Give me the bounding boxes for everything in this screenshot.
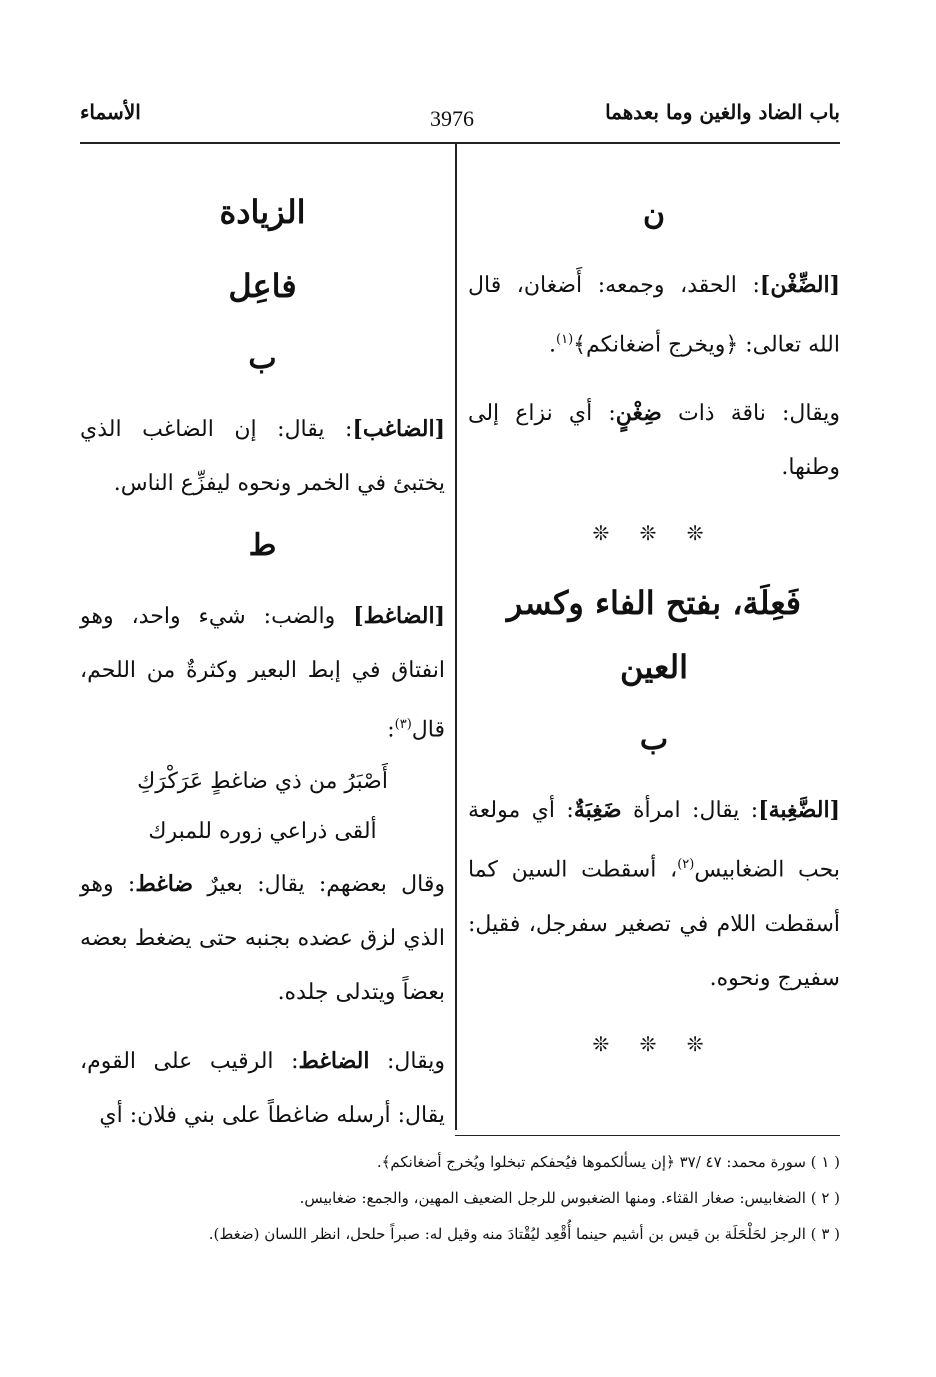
- entry-word: ضاغط: [135, 871, 194, 898]
- entry-head: [الضاغب]: [352, 416, 445, 442]
- entry-head: ضِغْنٍ: [615, 400, 662, 427]
- header-divider: [80, 142, 840, 144]
- entry-raqib: [80, 1034, 445, 1143]
- letter-heading-ba: ب: [639, 722, 669, 758]
- entry-baad: [80, 857, 445, 1020]
- footnote-ref: (٢): [677, 857, 695, 873]
- entry-text: : الحقد، وجمعه: أَضغان، قال الله تعالى: ﴿ويخرج أضغانكم﴾: [468, 273, 840, 358]
- entry-daghiba: [468, 783, 840, 1005]
- footnote-divider: [455, 1135, 840, 1136]
- section-separator: ❊ ❊ ❊: [592, 521, 716, 546]
- footnote-3: ( ٣ ) الرجز لحَلْحَلَة بن قيس بن أشيم حينما أُقْعِد ليُقْتادَ منه وقيل له: صبراً حلحل، انظر اللسان (ضغط).: [208, 1225, 840, 1243]
- entry-word: الضاغط: [298, 1048, 370, 1075]
- chapter-title: باب الضاد والغين وما بعدهما: [605, 100, 840, 124]
- verse-line-1: أَصْبَرُ من ذي ضاغطٍ عَرَكْرَكِ: [137, 769, 388, 795]
- entry-text: : وهو الذي لزق عضده بجنبه حتى يضغط بعضه بعضاً ويتدلى جلده.: [80, 872, 445, 1006]
- section-separator: ❊ ❊ ❊: [592, 1031, 716, 1056]
- footnote-ref: (١): [556, 332, 574, 347]
- footnote-1: ( ١ ) سورة محمد: ٤٧ /٣٧ ﴿إن يسألكموها فيُحفكم تبخلوا ويُخرج أضغانكم﴾.: [376, 1153, 840, 1171]
- letter-heading-nun: ن: [642, 197, 666, 232]
- verse-line-2: ألقى ذراعي زوره للمبرك: [148, 819, 377, 845]
- entry-end: .: [549, 332, 556, 358]
- footnote-ref: (٣): [394, 717, 412, 732]
- entry-daghib: [80, 402, 445, 511]
- letter-heading-ba: ب: [248, 341, 277, 376]
- entry-text: ويقال:: [387, 1049, 445, 1075]
- pattern-heading-fail: فاعِل: [228, 267, 297, 305]
- section-heading-ziyada: الزيادة: [219, 193, 306, 231]
- entry-text: وقال بعضهم: يقال: بعيرٌ: [207, 872, 446, 898]
- footnotes: [80, 1144, 840, 1252]
- entry-text: والضب: شيء واحد، وهو انفتاق في إبط البعير وكثرةٌ من اللحم، قال: [80, 604, 445, 743]
- entry-text: ، أسقطت السين كما أسقطت اللام في تصغير سفرجل، فقيل: سفيرج ونحوه.: [468, 857, 840, 991]
- entry-word: ضَغِبَةٌ: [573, 797, 622, 824]
- entry-daghit: [80, 589, 445, 757]
- letter-heading-ta: ط: [248, 528, 277, 563]
- entry-head: [الضِّغْن]: [759, 272, 840, 298]
- entry-text: :: [387, 717, 395, 743]
- pattern-heading-faila: فَعِلَة، بفتح الفاء وكسر العين: [506, 584, 802, 687]
- left-column: [80, 180, 445, 1143]
- entry-adghan: [468, 258, 840, 372]
- entry-text: : الرقيب على القوم، يقال: أرسله ضاغطاً على بني فلان: أي: [80, 1049, 445, 1129]
- footnote-2: ( ٢ ) الضغابيس: صغار القثاء. ومنها الضغبوس للرجل الضعيف المهين، والجمع: ضغابيس.: [299, 1189, 840, 1207]
- entry-text: ويقال: ناقة ذات: [677, 401, 840, 427]
- entry-text: : أي نزاع إلى وطنها.: [468, 401, 840, 481]
- entry-head: [الضاغط]: [353, 603, 445, 629]
- page-header: [80, 100, 840, 144]
- page-number: 3976: [430, 106, 474, 131]
- entry-text: : يقال: امرأة: [632, 798, 759, 824]
- entry-text: : أي مولعة بحب الضغابيس: [468, 798, 840, 883]
- entry-naqa: [468, 386, 840, 495]
- entry-text: : يقال: إن الضاغب الذي يختبئ في الخمر ونحوه ليفزِّع الناس.: [80, 417, 445, 496]
- column-divider: [455, 142, 457, 1130]
- section-title: الأسماء: [80, 100, 141, 124]
- right-column: [468, 180, 840, 1082]
- entry-head: [الضَّغِبة]: [758, 797, 840, 824]
